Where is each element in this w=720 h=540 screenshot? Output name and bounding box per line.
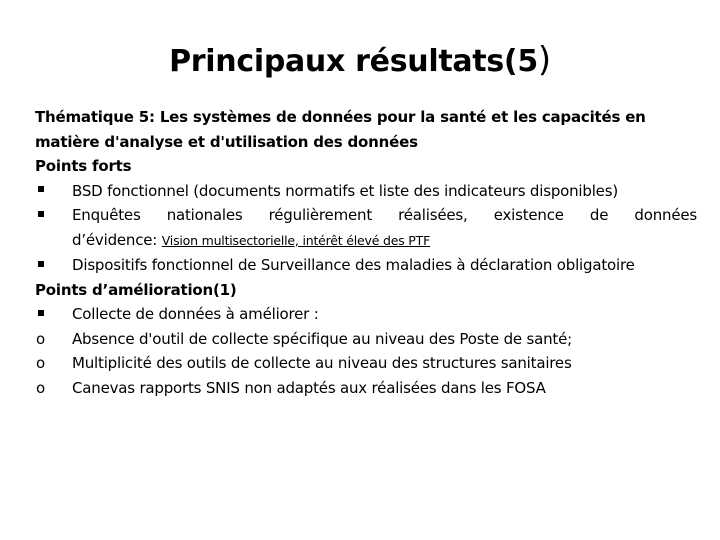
slide-title — [0, 38, 720, 84]
strength-item-1 — [35, 179, 697, 204]
improvement-sub-item-3-text: Canevas rapports SNIS non adaptés aux réalisées dans les FOSA — [72, 378, 546, 397]
slide-title-paren: ) — [537, 40, 551, 80]
improvement-sub-item-2 — [35, 351, 697, 376]
strength-item-3-text: Dispositifs fonctionnel de Surveillance des maladies à déclaration obligatoire — [72, 256, 635, 274]
theme-line-1 — [35, 105, 697, 130]
improvement-item-1-text: Collecte de données à améliorer : — [72, 305, 319, 323]
theme-line-2-text: matière d'analyse et d'utilisation des données — [35, 132, 418, 151]
strength-item-2-body — [72, 203, 697, 253]
strength-item-3 — [35, 253, 697, 278]
square-bullet-icon — [35, 253, 72, 278]
improvement-item-1 — [35, 302, 697, 327]
strength-item-2-prefix: d’évidence: — [72, 230, 162, 249]
theme-line-2 — [35, 130, 697, 155]
circle-bullet-icon: o — [36, 354, 45, 372]
improvement-sub-item-1-text: Absence d'outil de collecte spécifique au niveau des Poste de santé; — [72, 329, 572, 348]
square-bullet-icon — [35, 302, 72, 327]
strength-item-2 — [35, 203, 697, 253]
strength-item-2-line-1: Enquêtes nationales régulièrement réalisées, existence de données — [72, 206, 697, 224]
improvement-sub-item-2-text: Multiplicité des outils de collecte au niveau des structures sanitaires — [72, 354, 572, 372]
circle-bullet-icon: o — [36, 378, 45, 397]
strength-item-2-line-2 — [72, 231, 430, 249]
strength-item-1-text: BSD fonctionnel (documents normatifs et liste des indicateurs disponibles) — [72, 181, 618, 200]
slide-body — [35, 105, 697, 400]
square-bullet-icon — [35, 203, 72, 228]
improvement-sub-item-3 — [35, 376, 697, 401]
circle-bullet-icon: o — [36, 329, 45, 348]
theme-line-1-text: Thématique 5: Les systèmes de données pour la santé et les capacités en — [35, 108, 646, 126]
improvement-sub-item-1 — [35, 327, 697, 352]
improvement-heading: Points d’amélioration(1) — [35, 280, 237, 299]
slide-title-text: Principaux résultats(5 — [169, 44, 538, 79]
strengths-heading: Points forts — [35, 157, 132, 175]
square-bullet-icon — [35, 179, 72, 204]
strength-item-2-note: Vision multisectorielle, intérêt élevé des PTF — [161, 232, 431, 248]
